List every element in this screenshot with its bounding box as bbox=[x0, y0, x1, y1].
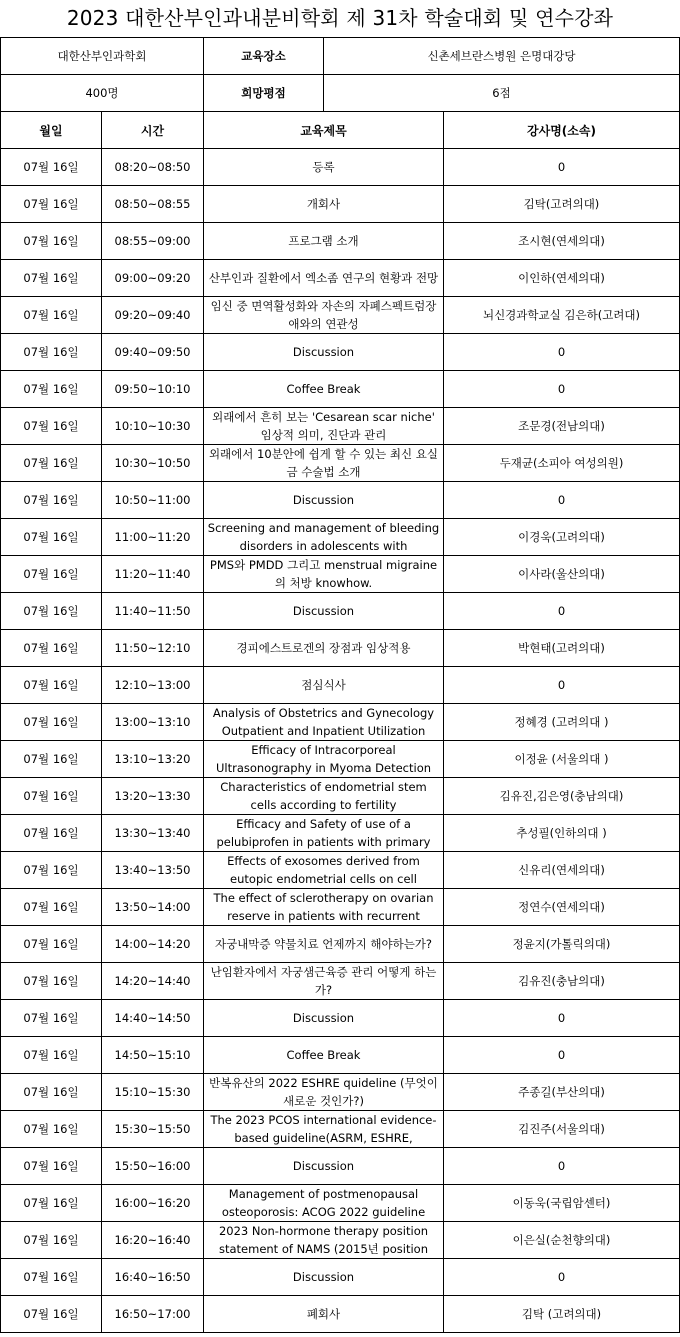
venue-cell: 신촌세브란스병원 은명대강당 bbox=[324, 38, 680, 75]
session-date: 07월 16일 bbox=[1, 223, 102, 260]
table-row bbox=[1, 186, 680, 223]
session-speaker: 김유진(충남의대) bbox=[444, 963, 680, 1000]
session-speaker: 0 bbox=[444, 149, 680, 186]
session-topic bbox=[204, 556, 444, 593]
session-date: 07월 16일 bbox=[1, 186, 102, 223]
session-date: 07월 16일 bbox=[1, 1148, 102, 1185]
header-date: 월일 bbox=[1, 112, 102, 149]
session-topic-text: 경피에스트로겐의 장점과 임상적용 bbox=[236, 641, 411, 655]
table-row bbox=[1, 1148, 680, 1185]
session-speaker: 조문경(전남의대) bbox=[444, 408, 680, 445]
table-row bbox=[1, 556, 680, 593]
session-time: 15:30~15:50 bbox=[102, 1111, 204, 1148]
session-speaker: 0 bbox=[444, 593, 680, 630]
session-speaker: 이사라(울산의대) bbox=[444, 556, 680, 593]
page-title: 2023 대한산부인과내분비학회 제 31차 학술대회 및 연수강좌 bbox=[66, 6, 614, 30]
session-time: 13:10~13:20 bbox=[102, 741, 204, 778]
table-row bbox=[1, 482, 680, 519]
session-speaker: 정혜경 (고려의대 ) bbox=[444, 704, 680, 741]
session-topic bbox=[204, 852, 444, 889]
session-time: 09:40~09:50 bbox=[102, 334, 204, 371]
session-topic bbox=[204, 630, 444, 667]
session-topic bbox=[204, 704, 444, 741]
session-topic bbox=[204, 482, 444, 519]
session-speaker: 이동욱(국립암센터) bbox=[444, 1185, 680, 1222]
session-topic bbox=[204, 371, 444, 408]
session-speaker: 주종길(부산의대) bbox=[444, 1074, 680, 1111]
session-speaker: 이인하(연세의대) bbox=[444, 260, 680, 297]
session-date: 07월 16일 bbox=[1, 889, 102, 926]
session-topic-text: 프로그램 소개 bbox=[288, 234, 359, 248]
session-date: 07월 16일 bbox=[1, 1259, 102, 1296]
session-topic bbox=[204, 741, 444, 778]
session-topic-text: Discussion bbox=[292, 493, 355, 507]
session-topic bbox=[204, 149, 444, 186]
session-time: 16:00~16:20 bbox=[102, 1185, 204, 1222]
session-date: 07월 16일 bbox=[1, 1037, 102, 1074]
session-topic bbox=[204, 1185, 444, 1222]
session-date: 07월 16일 bbox=[1, 630, 102, 667]
session-speaker: 0 bbox=[444, 334, 680, 371]
session-topic bbox=[204, 223, 444, 260]
session-time: 10:10~10:30 bbox=[102, 408, 204, 445]
session-topic-text: Characteristics of endometrial stem cells according to fertility bbox=[220, 780, 427, 812]
table-row bbox=[1, 963, 680, 1000]
table-row bbox=[1, 778, 680, 815]
session-topic bbox=[204, 445, 444, 482]
table-row bbox=[1, 667, 680, 704]
table-row bbox=[1, 1074, 680, 1111]
session-date: 07월 16일 bbox=[1, 556, 102, 593]
session-speaker: 0 bbox=[444, 1148, 680, 1185]
session-date: 07월 16일 bbox=[1, 667, 102, 704]
session-time: 11:50~12:10 bbox=[102, 630, 204, 667]
session-date: 07월 16일 bbox=[1, 963, 102, 1000]
session-topic bbox=[204, 297, 444, 334]
table-row bbox=[1, 1037, 680, 1074]
session-time: 16:40~16:50 bbox=[102, 1259, 204, 1296]
session-date: 07월 16일 bbox=[1, 1185, 102, 1222]
session-time: 08:50~08:55 bbox=[102, 186, 204, 223]
session-topic-text: Efficacy and Safety of use of a pelubiprofen in patients with primary bbox=[216, 817, 431, 849]
session-topic-text: Coffee Break bbox=[286, 382, 361, 396]
session-date: 07월 16일 bbox=[1, 1296, 102, 1333]
table-row bbox=[1, 260, 680, 297]
session-topic-text: Discussion bbox=[292, 604, 355, 618]
table-row bbox=[1, 149, 680, 186]
table-row bbox=[1, 1259, 680, 1296]
session-topic-text: 외래에서 10분안에 쉽게 할 수 있는 최신 요실금 수술법 소개 bbox=[208, 447, 439, 479]
capacity-cell: 400명 bbox=[1, 75, 204, 112]
session-topic-text: 점심식사 bbox=[301, 678, 346, 692]
table-row bbox=[1, 704, 680, 741]
session-topic-text: Management of postmenopausal osteoporosis: ACOG 2022 guideline bbox=[221, 1187, 426, 1219]
session-topic bbox=[204, 334, 444, 371]
session-topic-text: Discussion bbox=[292, 345, 355, 359]
session-speaker: 신유리(연세의대) bbox=[444, 852, 680, 889]
session-topic-text: 산부인과 질환에서 엑소좀 연구의 현황과 전망 bbox=[208, 271, 439, 285]
session-topic-text: Discussion bbox=[292, 1159, 355, 1173]
session-speaker: 이은실(순천향의대) bbox=[444, 1222, 680, 1259]
session-topic-text: The 2023 PCOS international evidence-based guideline(ASRM, ESHRE, bbox=[210, 1113, 437, 1145]
session-topic-text: 등록 bbox=[312, 160, 335, 174]
session-speaker: 김진주(서울의대) bbox=[444, 1111, 680, 1148]
session-time: 09:00~09:20 bbox=[102, 260, 204, 297]
session-time: 16:50~17:00 bbox=[102, 1296, 204, 1333]
session-date: 07월 16일 bbox=[1, 1111, 102, 1148]
session-date: 07월 16일 bbox=[1, 260, 102, 297]
session-date: 07월 16일 bbox=[1, 371, 102, 408]
session-speaker: 조시현(연세의대) bbox=[444, 223, 680, 260]
session-time: 09:20~09:40 bbox=[102, 297, 204, 334]
table-row bbox=[1, 1000, 680, 1037]
session-time: 14:20~14:40 bbox=[102, 963, 204, 1000]
session-date: 07월 16일 bbox=[1, 593, 102, 630]
organizer-cell: 대한산부인과학회 bbox=[1, 38, 204, 75]
session-speaker: 0 bbox=[444, 1037, 680, 1074]
table-row bbox=[1, 1222, 680, 1259]
session-topic-text: 2023 Non-hormone therapy position statement of NAMS (2015년 position bbox=[218, 1224, 429, 1256]
session-time: 13:40~13:50 bbox=[102, 852, 204, 889]
session-date: 07월 16일 bbox=[1, 408, 102, 445]
session-speaker: 정윤지(가톨릭의대) bbox=[444, 926, 680, 963]
table-row bbox=[1, 371, 680, 408]
session-date: 07월 16일 bbox=[1, 926, 102, 963]
header-time: 시간 bbox=[102, 112, 204, 149]
session-topic-text: 외래에서 흔히 보는 'Cesarean scar niche' 임상적 의미, 진단과 관리 bbox=[212, 410, 435, 442]
session-date: 07월 16일 bbox=[1, 297, 102, 334]
session-topic bbox=[204, 1259, 444, 1296]
session-speaker: 0 bbox=[444, 667, 680, 704]
session-speaker: 0 bbox=[444, 482, 680, 519]
session-topic bbox=[204, 260, 444, 297]
session-speaker: 정연수(연세의대) bbox=[444, 889, 680, 926]
session-topic-text: 반복유산의 2022 ESHRE quideline (무엇이 새로운 것인가?) bbox=[209, 1076, 438, 1108]
session-topic-text: 개회사 bbox=[306, 197, 341, 211]
session-topic-text: 폐회사 bbox=[306, 1307, 341, 1321]
points-cell: 6점 bbox=[324, 75, 680, 112]
session-topic bbox=[204, 1222, 444, 1259]
session-time: 09:50~10:10 bbox=[102, 371, 204, 408]
session-time: 13:00~13:10 bbox=[102, 704, 204, 741]
session-date: 07월 16일 bbox=[1, 815, 102, 852]
session-topic-text: 난임환자에서 자궁샘근육증 관리 어떻게 하는가? bbox=[210, 965, 437, 997]
table-row bbox=[1, 630, 680, 667]
session-speaker: 김유진,김은영(충남의대) bbox=[444, 778, 680, 815]
session-topic bbox=[204, 889, 444, 926]
session-topic-text: Effects of exosomes derived from eutopic endometrial cells on cell bbox=[227, 854, 420, 886]
session-speaker: 박현태(고려의대) bbox=[444, 630, 680, 667]
schedule-table bbox=[0, 111, 680, 1333]
header-speaker: 강사명(소속) bbox=[444, 112, 680, 149]
table-row bbox=[1, 519, 680, 556]
table-row bbox=[1, 889, 680, 926]
session-time: 14:00~14:20 bbox=[102, 926, 204, 963]
session-speaker: 추성필(인하의대 ) bbox=[444, 815, 680, 852]
session-topic-text: PMS와 PMDD 그리고 menstrual migraine의 처방 knowhow. bbox=[209, 558, 438, 590]
table-row bbox=[1, 926, 680, 963]
session-date: 07월 16일 bbox=[1, 149, 102, 186]
session-topic-text: The effect of sclerotherapy on ovarian reserve in patients with recurrent bbox=[213, 891, 434, 923]
table-row bbox=[1, 815, 680, 852]
session-speaker: 0 bbox=[444, 1259, 680, 1296]
session-topic bbox=[204, 408, 444, 445]
table-row bbox=[1, 1111, 680, 1148]
header-topic: 교육제목 bbox=[204, 112, 444, 149]
session-time: 11:20~11:40 bbox=[102, 556, 204, 593]
session-topic bbox=[204, 1296, 444, 1333]
session-date: 07월 16일 bbox=[1, 741, 102, 778]
table-row bbox=[1, 1185, 680, 1222]
table-row bbox=[1, 445, 680, 482]
session-date: 07월 16일 bbox=[1, 852, 102, 889]
session-topic bbox=[204, 1037, 444, 1074]
session-topic bbox=[204, 1148, 444, 1185]
session-date: 07월 16일 bbox=[1, 482, 102, 519]
session-time: 08:20~08:50 bbox=[102, 149, 204, 186]
session-topic bbox=[204, 186, 444, 223]
session-topic bbox=[204, 1074, 444, 1111]
session-speaker: 이경욱(고려의대) bbox=[444, 519, 680, 556]
session-time: 11:00~11:20 bbox=[102, 519, 204, 556]
session-topic-text: Coffee Break bbox=[286, 1048, 361, 1062]
venue-label: 교육장소 bbox=[204, 38, 324, 75]
session-topic bbox=[204, 1000, 444, 1037]
session-topic bbox=[204, 778, 444, 815]
session-time: 13:30~13:40 bbox=[102, 815, 204, 852]
session-date: 07월 16일 bbox=[1, 334, 102, 371]
session-date: 07월 16일 bbox=[1, 445, 102, 482]
session-speaker: 김탁 (고려의대) bbox=[444, 1296, 680, 1333]
session-topic bbox=[204, 593, 444, 630]
session-time: 12:10~13:00 bbox=[102, 667, 204, 704]
session-topic-text: Analysis of Obstetrics and Gynecology Outpatient and Inpatient Utilization bbox=[212, 706, 435, 738]
session-time: 08:55~09:00 bbox=[102, 223, 204, 260]
table-row bbox=[1, 1296, 680, 1333]
session-date: 07월 16일 bbox=[1, 1074, 102, 1111]
session-speaker: 0 bbox=[444, 371, 680, 408]
session-date: 07월 16일 bbox=[1, 1000, 102, 1037]
session-date: 07월 16일 bbox=[1, 1222, 102, 1259]
schedule-header-row bbox=[1, 112, 680, 149]
session-time: 15:10~15:30 bbox=[102, 1074, 204, 1111]
session-time: 14:50~15:10 bbox=[102, 1037, 204, 1074]
session-speaker: 김탁(고려의대) bbox=[444, 186, 680, 223]
session-topic-text: Screening and management of bleeding disorders in adolescents with bbox=[207, 521, 440, 553]
session-time: 10:30~10:50 bbox=[102, 445, 204, 482]
session-topic-text: Efficacy of Intracorporeal Ultrasonography in Myoma Detection bbox=[215, 743, 432, 775]
session-topic-text: Discussion bbox=[292, 1011, 355, 1025]
session-speaker: 뇌신경과학교실 김은하(고려대) bbox=[444, 297, 680, 334]
session-time: 16:20~16:40 bbox=[102, 1222, 204, 1259]
table-row bbox=[1, 297, 680, 334]
session-topic bbox=[204, 667, 444, 704]
session-date: 07월 16일 bbox=[1, 778, 102, 815]
session-topic bbox=[204, 815, 444, 852]
session-time: 13:20~13:30 bbox=[102, 778, 204, 815]
table-row bbox=[1, 852, 680, 889]
session-date: 07월 16일 bbox=[1, 519, 102, 556]
session-topic bbox=[204, 926, 444, 963]
session-speaker: 0 bbox=[444, 1000, 680, 1037]
session-time: 13:50~14:00 bbox=[102, 889, 204, 926]
table-row bbox=[1, 334, 680, 371]
session-topic bbox=[204, 963, 444, 1000]
session-time: 11:40~11:50 bbox=[102, 593, 204, 630]
session-time: 15:50~16:00 bbox=[102, 1148, 204, 1185]
points-label: 희망평점 bbox=[204, 75, 324, 112]
session-topic bbox=[204, 519, 444, 556]
table-row bbox=[1, 408, 680, 445]
session-topic-text: Discussion bbox=[292, 1270, 355, 1284]
table-row bbox=[1, 223, 680, 260]
table-row bbox=[1, 741, 680, 778]
session-speaker: 두재균(소피아 여성의원) bbox=[444, 445, 680, 482]
session-speaker: 이정윤 (서울의대 ) bbox=[444, 741, 680, 778]
session-time: 14:40~14:50 bbox=[102, 1000, 204, 1037]
info-table bbox=[0, 37, 680, 112]
session-topic-text: 임신 중 면역활성화와 자손의 자폐스펙트럼장애와의 연관성 bbox=[210, 299, 437, 331]
session-time: 10:50~11:00 bbox=[102, 482, 204, 519]
session-topic bbox=[204, 1111, 444, 1148]
table-row bbox=[1, 593, 680, 630]
session-topic-text: 자궁내막증 약물치료 언제까지 해야하는가? bbox=[214, 937, 433, 951]
session-date: 07월 16일 bbox=[1, 704, 102, 741]
